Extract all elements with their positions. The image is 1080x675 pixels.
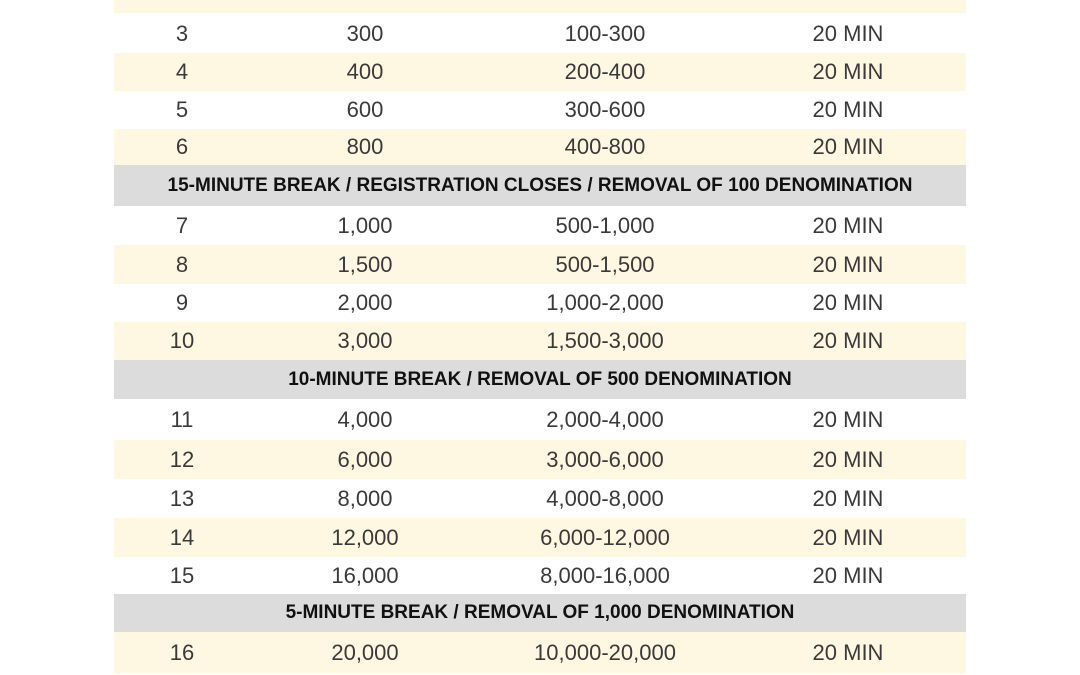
ante-cell: 6,000	[337, 446, 393, 472]
blinds-cell: 10,000-20,000	[534, 639, 676, 665]
break-banner: 15-MINUTE BREAK / REGISTRATION CLOSES / REMOVAL OF 100 DENOMINATION	[114, 165, 966, 206]
ante-cell: 12,000	[331, 524, 399, 550]
table-row	[114, 245, 966, 284]
blinds-cell: 1,500-3,000	[546, 328, 664, 353]
table-row	[114, 53, 966, 91]
level-cell: 15	[169, 562, 195, 588]
level-cell: 13	[169, 485, 195, 511]
ante-cell: 2,000	[337, 290, 393, 315]
time-cell: 20 MIN	[812, 97, 884, 122]
blinds-cell: 100-300	[564, 21, 646, 46]
table-row	[114, 0, 966, 13]
level-cell	[176, 0, 188, 2]
level-cell: 6	[175, 134, 189, 159]
blinds-cell: 4,000-8,000	[546, 485, 664, 511]
table-row	[114, 399, 966, 440]
table-row	[114, 206, 966, 245]
table-row	[114, 322, 966, 360]
table-row	[114, 284, 966, 322]
break-banner: 10-MINUTE BREAK / REMOVAL OF 500 DENOMINATION	[114, 360, 966, 399]
ante-cell: 1,500	[337, 251, 393, 277]
ante-cell: 16,000	[331, 562, 399, 588]
time-cell: 20 MIN	[812, 446, 884, 472]
ante-cell: 800	[346, 134, 384, 159]
level-cell: 14	[169, 524, 195, 550]
blinds-cell: 500-1,500	[555, 251, 655, 277]
blinds-cell: 8,000-16,000	[540, 562, 670, 588]
time-cell: 20 MIN	[812, 328, 884, 353]
blinds-cell: 2,000-4,000	[546, 406, 664, 432]
time-cell: 20 MIN	[812, 406, 884, 432]
blinds-cell: 200-400	[564, 59, 646, 84]
ante-cell	[347, 0, 384, 2]
level-cell: 9	[175, 290, 189, 315]
time-cell: 20 MIN	[812, 134, 884, 159]
blinds-cell: 300-600	[564, 97, 646, 122]
table-row	[114, 91, 966, 129]
table-row	[114, 440, 966, 479]
table-row	[114, 479, 966, 518]
level-cell: 3	[175, 21, 189, 46]
ante-cell: 3,000	[337, 328, 393, 353]
level-cell: 7	[175, 212, 189, 238]
table-row	[114, 518, 966, 557]
level-cell: 5	[175, 97, 189, 122]
ante-cell: 600	[346, 97, 384, 122]
table-row	[114, 632, 966, 673]
ante-cell: 300	[346, 21, 384, 46]
break-banner: 5-MINUTE BREAK / REMOVAL OF 1,000 DENOMINATION	[114, 594, 966, 632]
ante-cell: 20,000	[331, 639, 399, 665]
ante-cell: 400	[346, 59, 384, 84]
time-cell: 20 MIN	[812, 524, 884, 550]
time-cell: 20 MIN	[812, 290, 884, 315]
time-cell: 20 MIN	[812, 562, 884, 588]
blinds-cell	[565, 0, 646, 2]
time-cell: 20 MIN	[812, 212, 884, 238]
blinds-cell: 400-800	[564, 134, 646, 159]
blinds-cell: 1,000-2,000	[546, 290, 664, 315]
time-cell	[813, 0, 884, 2]
level-cell: 16	[169, 639, 195, 665]
table-row	[114, 129, 966, 165]
time-cell: 20 MIN	[812, 639, 884, 665]
ante-cell: 4,000	[337, 406, 393, 432]
time-cell: 20 MIN	[812, 59, 884, 84]
ante-cell: 8,000	[337, 485, 393, 511]
time-cell: 20 MIN	[812, 485, 884, 511]
time-cell: 20 MIN	[812, 251, 884, 277]
level-cell: 8	[175, 251, 189, 277]
table-row	[114, 15, 966, 53]
level-cell: 12	[169, 446, 195, 472]
blinds-cell: 500-1,000	[555, 212, 655, 238]
table-row	[114, 557, 966, 594]
level-cell: 11	[170, 406, 194, 432]
blinds-cell: 3,000-6,000	[546, 446, 664, 472]
level-cell: 4	[175, 59, 189, 84]
level-cell: 10	[169, 328, 195, 353]
time-cell: 20 MIN	[812, 21, 884, 46]
ante-cell: 1,000	[337, 212, 393, 238]
blinds-cell: 6,000-12,000	[540, 524, 670, 550]
